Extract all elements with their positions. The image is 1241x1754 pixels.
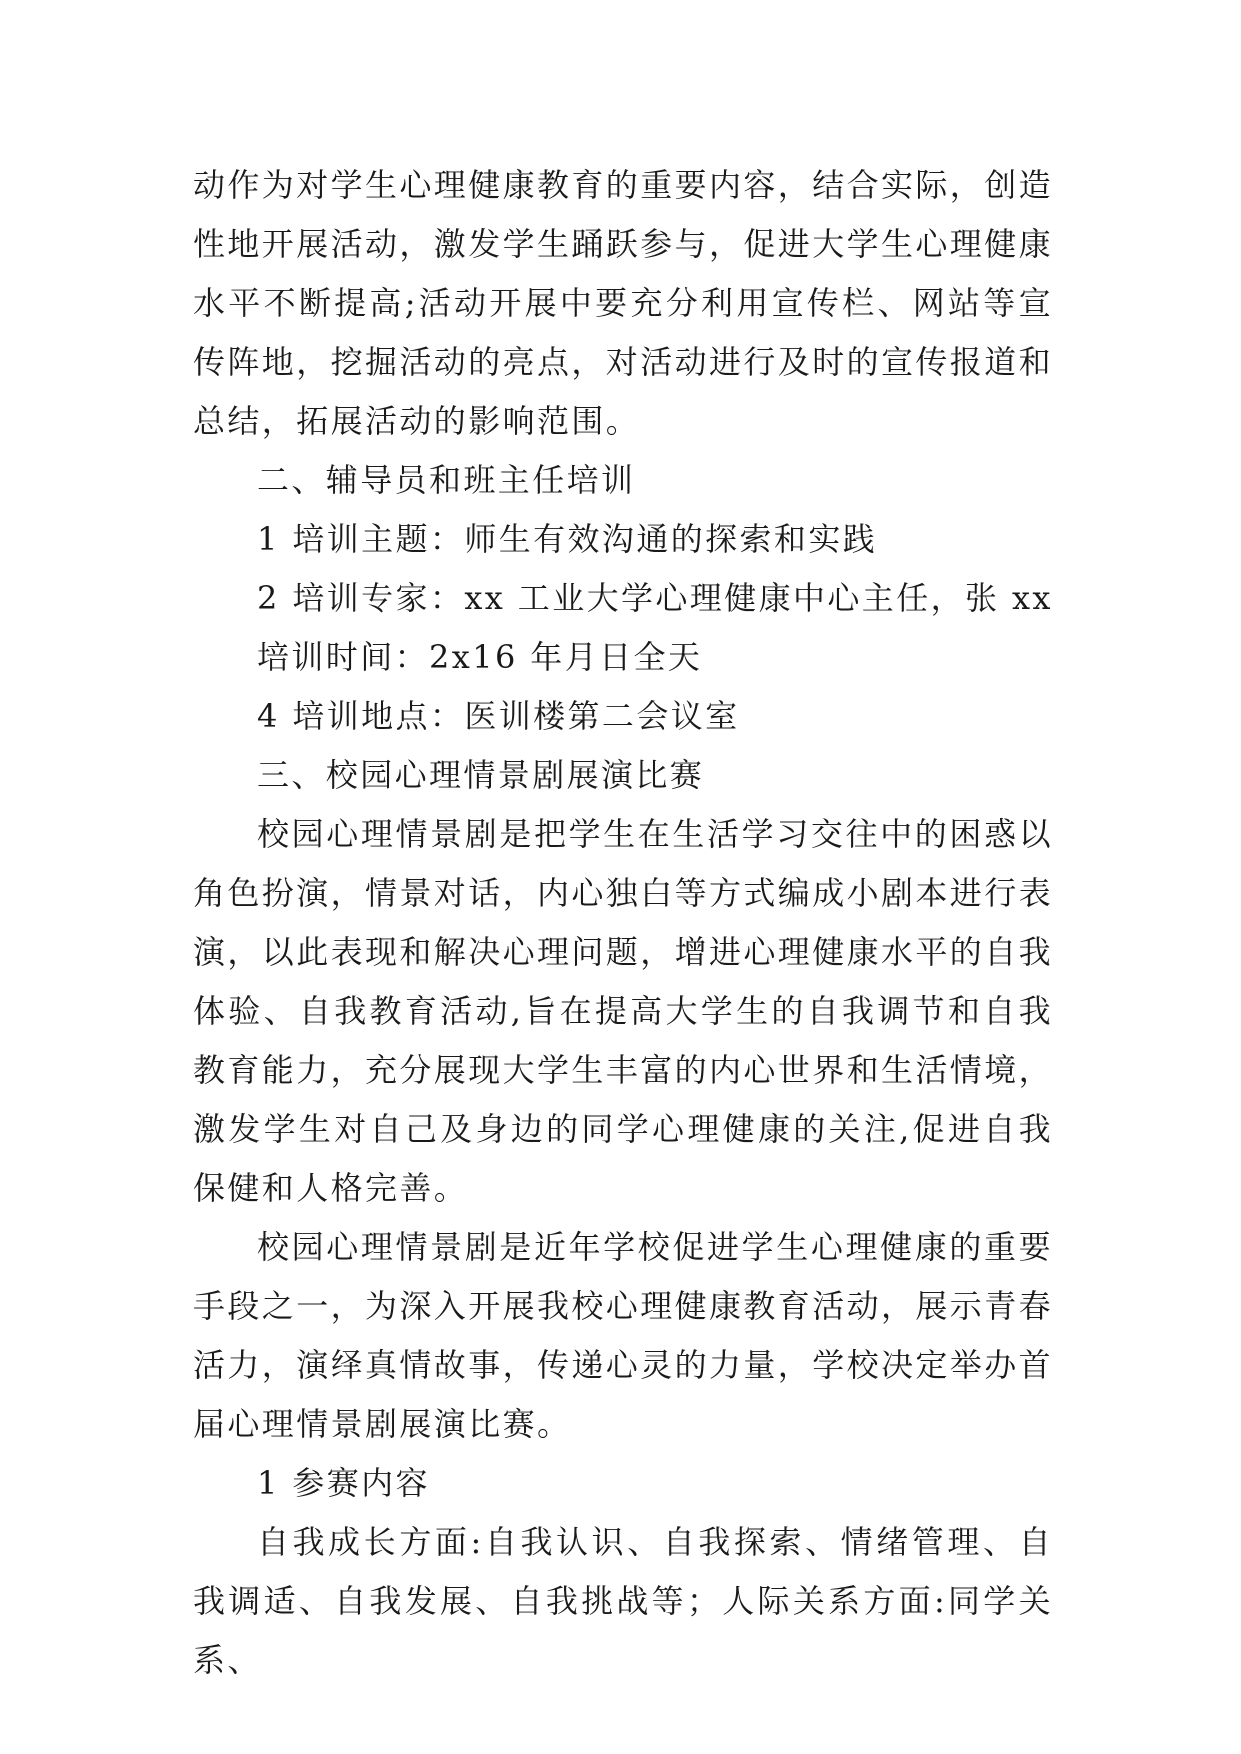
section-heading-training: 二、辅导员和班主任培训 — [257, 461, 636, 499]
paragraph-drama-intro: 校园心理情景剧是把学生在生活学习交往中的困惑以角色扮演，情景对话，内心独白等方式编成小剧本进行表演，以此表现和解决心理问题，增进心理健康水平的自我体验、自我教育活动,旨在提高大学生的自我调节和自我教育能力，充分展现大学生丰富的内心世界和生活情境，激发学生对自己及身边的同学心理健康的关注,促进自我保健和人格完善。 — [193, 815, 1054, 1207]
paragraph-activity-continuation: 动作为对学生心理健康教育的重要内容，结合实际，创造性地开展活动，激发学生踊跃参与，促进大学生心理健康水平不断提高;活动开展中要充分利用宣传栏、网站等宣传阵地，挖掘活动的亮点，对活动进行及时的宣传报道和总结，拓展活动的影响范围。 — [193, 166, 1054, 440]
list-item-training-place: 4 培训地点：医训楼第二会议室 — [257, 697, 740, 735]
paragraph-contest-content-detail: 自我成长方面:自我认识、自我探索、情绪管理、自我调适、自我发展、自我挑战等；人际关系方面:同学关系、 — [193, 1523, 1053, 1679]
list-item-training-expert: 2 培训专家：xx 工业大学心理健康中心主任，张 xx — [257, 579, 1053, 617]
paragraph-drama-purpose: 校园心理情景剧是近年学校促进学生心理健康的重要手段之一，为深入开展我校心理健康教育活动，展示青春活力，演绎真情故事，传递心灵的力量，学校决定举办首届心理情景剧展演比赛。 — [193, 1228, 1054, 1443]
section-heading-drama: 三、校园心理情景剧展演比赛 — [257, 756, 705, 794]
list-item-training-theme: 1 培训主题：师生有效沟通的探索和实践 — [257, 520, 878, 558]
subheading-contest-content: 1 参赛内容 — [257, 1464, 430, 1502]
list-item-training-time: 培训时间：2x16 年月日全天 — [257, 638, 703, 676]
document-body — [193, 156, 1053, 1690]
